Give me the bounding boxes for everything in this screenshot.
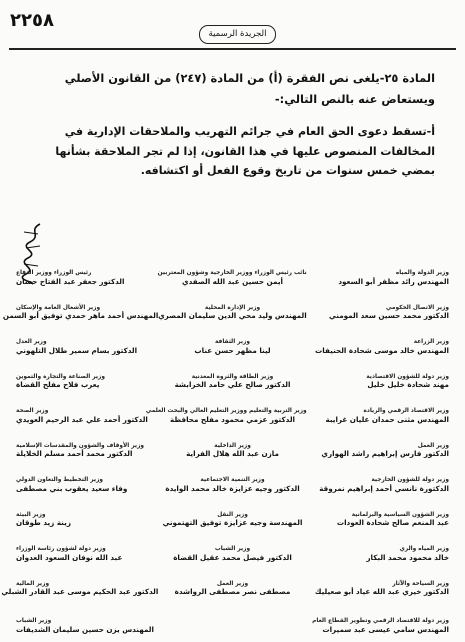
- signatory-name: الدكتور خيري عبد الله عياد أبو صعيليك: [314, 587, 449, 597]
- signatory-title: وزير الدولة والمياه: [395, 270, 449, 276]
- signatory-title: وزير دولة للاقتصاد الرقمي وتطوير القطاع العام: [312, 618, 449, 624]
- signatory-name: مصطفى نصر مصطفى الرواشدة: [174, 587, 291, 597]
- signatory-name: الدكتور محمد أحمد مسلم الخلايلة: [16, 449, 133, 459]
- signatory: [158, 443, 306, 475]
- signatory-row: [2, 304, 455, 337]
- signatory-title: وزير الشباب: [16, 618, 52, 624]
- signatory-name: المهندس وليد محي الدين سليمان المصري: [158, 311, 307, 321]
- signatory-name: المهندس خالد موسى شحادة الحنيفات: [315, 345, 449, 355]
- signatory-title: وزير دولة للشؤون الخارجية: [371, 477, 449, 483]
- signatory-title: رئيس الوزراء ووزير الدفاع: [16, 270, 92, 276]
- signatory-title: وزير الإدارة المحلية: [204, 304, 261, 311]
- signatory-title: وزير الشباب: [214, 546, 251, 552]
- signatory-title: وزير الصناعة والتجارة والتموين: [16, 373, 105, 380]
- signatory-title: وزير البيئة: [16, 511, 46, 518]
- signatory-title: وزير التخطيط والتعاون الدولي: [16, 477, 104, 483]
- signatory-name: الدكتور صالح علي حامد الخرابشة: [174, 380, 291, 390]
- signatory: [10, 546, 158, 578]
- signatory-row: [10, 339, 455, 371]
- signatories-grid: [1, 270, 455, 597]
- signatory: [307, 408, 455, 440]
- signatory: [158, 581, 306, 613]
- signatory-name: المهندس مثنى حمدان عليان غرايبة: [325, 414, 449, 424]
- signatory: [10, 443, 158, 475]
- signatory-name: الدكتور جعفر عبد الفتاح حسان: [16, 276, 125, 286]
- signatory-title: وزير المياه والري: [399, 546, 449, 552]
- signatory: [10, 339, 158, 371]
- signatory-name: الدكتورة نانسي أحمد إبراهيم نمروقة: [319, 483, 449, 493]
- signatory-row: [10, 512, 455, 544]
- signatory-name: الدكتور عزمي محمود مفلح محافظة: [170, 414, 295, 424]
- signatories-last-row: [10, 618, 455, 642]
- signatory: [158, 270, 306, 302]
- signatory-name: المهندس سامي عيسى عبد سميرات: [322, 624, 449, 634]
- signatory: [233, 618, 456, 642]
- signatory-name: الدكتور عبد الحكيم موسى عبد القادر الشبلي: [1, 587, 159, 597]
- signatory: [10, 270, 158, 302]
- article-body: أ-تسقط دعوى الحق العام في جرائم التهريب والملاحقات الإدارية في المخالفات المنصوص عليها في هذا القانون، إذا لم تجر الملاحقة بشأنها بمضي خمس سنوات من تاريخ وقوع الفعل أو اكتشافه.: [55, 125, 435, 177]
- signatory-title: وزير الداخلية: [214, 442, 251, 449]
- signatory: [10, 618, 233, 642]
- signatory-title: وزير الأشغال العامة والإسكان: [16, 304, 101, 311]
- signatory-row: [10, 443, 455, 475]
- signatory: [10, 374, 158, 406]
- signatory-name: مهند شحادة خليل خليل: [367, 380, 449, 390]
- signatory-name: الدكتور بسام سمير طلال التلهوني: [16, 345, 138, 355]
- signatory-name: الدكتور فيصل محمد عقيل القضاة: [173, 552, 292, 562]
- signatory-name: مازن عبد الله هلال الفراية: [186, 449, 279, 459]
- signatory-name: المهندس أحمد ماهر حمدي توفيق أبو السمن: [2, 311, 159, 321]
- signatory: [158, 477, 306, 509]
- signatory-name: خالد محمود محمد البكار: [366, 552, 449, 562]
- header-rule: [9, 48, 456, 50]
- signatory-row: [10, 374, 455, 406]
- page-number: ٢٢٥٨: [10, 10, 54, 31]
- signatory-title: وزير الزراعة: [413, 339, 449, 345]
- signatory-title: وزير العدل: [16, 339, 47, 345]
- signatory: [10, 477, 158, 509]
- signatory-name: المهندس يزن حسين سليمان الشديفات: [16, 624, 154, 634]
- signatory: [158, 546, 306, 578]
- signatory-title: وزير الثقافة: [215, 339, 250, 345]
- signatory-title: وزير النقل: [217, 511, 248, 518]
- signatory: [307, 546, 455, 578]
- signatory: [307, 374, 455, 406]
- signatory: [10, 512, 158, 544]
- signatory-name: زينة زيد طوقان: [16, 518, 71, 528]
- gazette-title-badge: الجريدة الرسمية: [199, 25, 276, 44]
- signatory-title: وزير الاتصال الحكومي: [386, 304, 449, 311]
- signatory-title: وزير التربية والتعليم ووزير التعليم العالي والبحث العلمي: [145, 408, 307, 414]
- signatory: [10, 408, 158, 440]
- signatory-title: وزير دولة لشؤون رئاسة الوزراء: [16, 546, 106, 552]
- signatory-name: الدكتور فارس إبراهيم راشد الهواري: [321, 449, 449, 459]
- signatory: [307, 443, 455, 475]
- signatory-row: [10, 477, 455, 509]
- signatory-title: وزير الصحة: [16, 408, 49, 414]
- signatory-title: وزير دولة للشؤون الاقتصادية: [366, 373, 449, 380]
- signatory-title: وزير السياحة والآثار: [392, 580, 449, 587]
- signatory-row: [10, 270, 455, 302]
- signatory-name: عبد المنعم صالح شحادة العودات: [336, 518, 449, 528]
- signatory-name: المهندس رائد مظفر أبو السعود: [338, 276, 449, 286]
- signatory-title: وزير الطاقة والثروة المعدنية: [191, 373, 274, 380]
- signatory-name: لينا مظهر حسن عناب: [194, 345, 271, 355]
- signatory: [307, 339, 455, 371]
- signatory: [307, 477, 455, 509]
- signatory-title: نائب رئيس الوزراء ووزير الخارجية وشؤون المغتربين: [157, 270, 307, 276]
- signatory: [2, 304, 159, 337]
- signatory-title: وزير الشؤون السياسية والبرلمانية: [351, 511, 449, 518]
- signatory: [307, 512, 455, 544]
- signatory-name: الدكتور وجيه عزايزة خالد محمد الوايدة: [165, 483, 300, 493]
- signatory-name: عبد الله نوفان السعود العدوان: [16, 552, 123, 562]
- signatory-title: وزير العمل: [417, 442, 449, 449]
- signatory-title: وزير الاقتصاد الرقمي والريادة: [363, 408, 449, 414]
- signatory: [145, 408, 307, 440]
- signatory-row: [10, 408, 455, 440]
- signatory: [307, 581, 455, 613]
- signatory: [307, 305, 455, 337]
- signatory: [307, 270, 455, 302]
- signatory: [1, 580, 159, 613]
- signatory-name: الدكتور أحمد علي عبد الرحيم العويدي: [16, 414, 148, 424]
- signatory: [158, 339, 306, 371]
- signatory-row: [1, 580, 455, 613]
- article-intro: المادة ٢٥-يلغى نص الفقرة (أ) من المادة (٢٤٧) من القانون الأصلي ويستعاض عنه بالنص التالي:-: [64, 71, 435, 106]
- signatory-name: وفاء سعيد يعقوب بني مصطفى: [16, 483, 128, 493]
- signatory-title: وزير المالية: [16, 580, 50, 587]
- signatory-name: أيمن حسين عبد الله الصفدي: [182, 276, 283, 286]
- signatory: [158, 374, 306, 406]
- signatory: [158, 305, 306, 337]
- signatory-title: وزير العمل: [216, 580, 249, 587]
- signatory-title: وزير الأوقاف والشؤون والمقدسات الإسلامية: [16, 442, 145, 449]
- signatory-name: يعرب فلاح مفلح القضاة: [16, 380, 100, 390]
- signatory-row: [10, 546, 455, 578]
- signatory: [158, 512, 306, 544]
- signatory-name: المهندسة وجيه عزايزة توفيق التهتموني: [162, 518, 303, 528]
- signatory-title: وزير التنمية الاجتماعية: [200, 477, 265, 483]
- signatory-name: الدكتور محمد حسين سعد المومني: [329, 311, 449, 321]
